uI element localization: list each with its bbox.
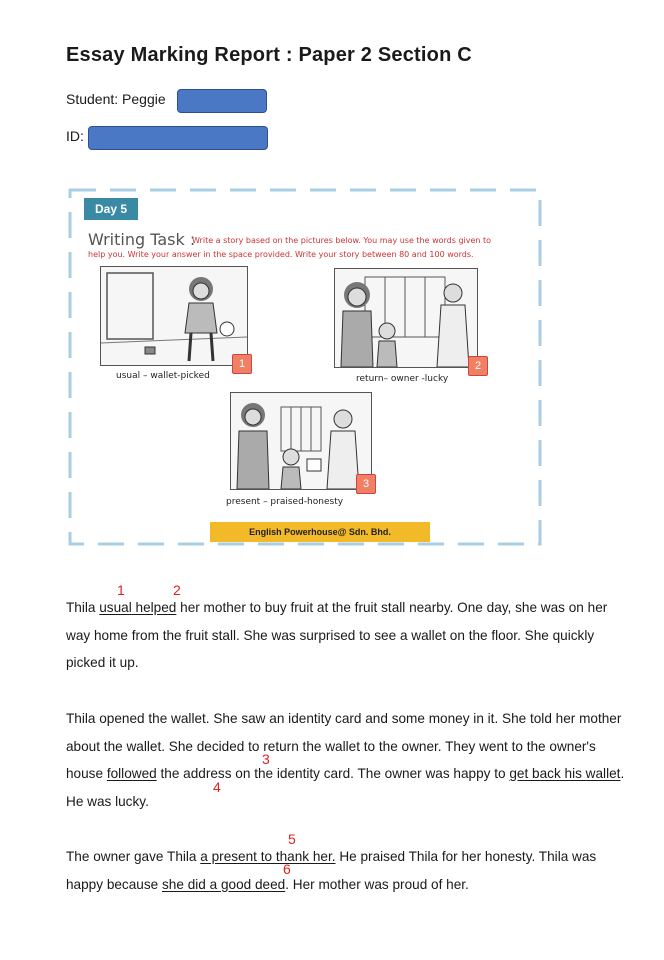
p3-text-c: . Her mother was proud of her. xyxy=(285,876,469,892)
girl-finds-wallet-illustration xyxy=(101,267,247,365)
essay-paragraph-3 xyxy=(66,843,626,898)
publisher-banner: English Powerhouse@ Sdn. Bhd. xyxy=(210,522,430,542)
p3-text-a: The owner gave Thila xyxy=(66,849,201,864)
essay-paragraph-1 xyxy=(66,594,626,677)
p2-text-c: . He was lucky. xyxy=(66,766,625,809)
picture-3 xyxy=(230,392,372,490)
picture-3-caption: present – praised-honesty xyxy=(226,497,344,507)
marked-phrase-4: get back his wallet xyxy=(509,766,621,781)
marked-phrase-3: followed xyxy=(106,766,157,781)
redacted-student-name xyxy=(177,89,267,113)
redacted-student-id xyxy=(88,126,268,150)
mark-6: 6 xyxy=(283,861,291,877)
task-instruction-1: Write a story based on the pictures below. You may use the words given to xyxy=(192,236,492,245)
picture-1 xyxy=(100,266,248,366)
p2-text-b: the address on the identity card. The owner was happy to xyxy=(156,766,510,781)
essay-paragraph-2 xyxy=(66,705,626,815)
p1-text-pre: Thila xyxy=(66,600,100,615)
day-tag: Day 5 xyxy=(84,198,138,220)
girl-returns-wallet-illustration xyxy=(335,269,477,367)
picture-3-number: 3 xyxy=(356,474,376,494)
girl-receives-present-illustration xyxy=(231,393,371,489)
picture-2-caption: return– owner -lucky xyxy=(356,374,449,384)
picture-1-number: 1 xyxy=(232,354,252,374)
marked-phrase-1: usual xyxy=(99,600,132,615)
page-title: Essay Marking Report : Paper 2 Section C xyxy=(66,44,472,66)
p1-text-rest: her mother to buy fruit at the fruit stall nearby. One day, she was on her way home from the fruit stall. She was surprised to see a wallet on the floor. She quickly picked it up. xyxy=(66,600,608,670)
marked-phrase-2: helped xyxy=(135,600,177,615)
p3-text-b: He praised Thila for her honesty. Thila was happy because xyxy=(66,849,597,892)
id-label: ID: xyxy=(66,128,84,144)
task-instruction-2: help you. Write your answer in the space provided. Write your story between 80 and 100 words. xyxy=(88,250,474,259)
mark-1: 1 xyxy=(117,582,125,598)
picture-1-caption: usual – wallet-picked xyxy=(116,371,210,381)
marked-phrase-6: she did a good deed xyxy=(162,876,286,892)
picture-2-number: 2 xyxy=(468,356,488,376)
p2-text-a: Thila opened the wallet. She saw an identity card and some money in it. She told her mother about the wallet. She decided to return the wallet to the owner. They went to the owner's house xyxy=(66,711,622,781)
picture-2 xyxy=(334,268,478,368)
mark-5: 5 xyxy=(288,831,296,847)
mark-3: 3 xyxy=(262,751,270,767)
mark-2: 2 xyxy=(173,582,181,598)
student-label: Student: Peggie xyxy=(66,91,166,107)
marked-phrase-5: a present to thank her. xyxy=(200,849,336,864)
mark-4: 4 xyxy=(213,779,221,795)
writing-task-heading: Writing Task : xyxy=(88,230,196,249)
